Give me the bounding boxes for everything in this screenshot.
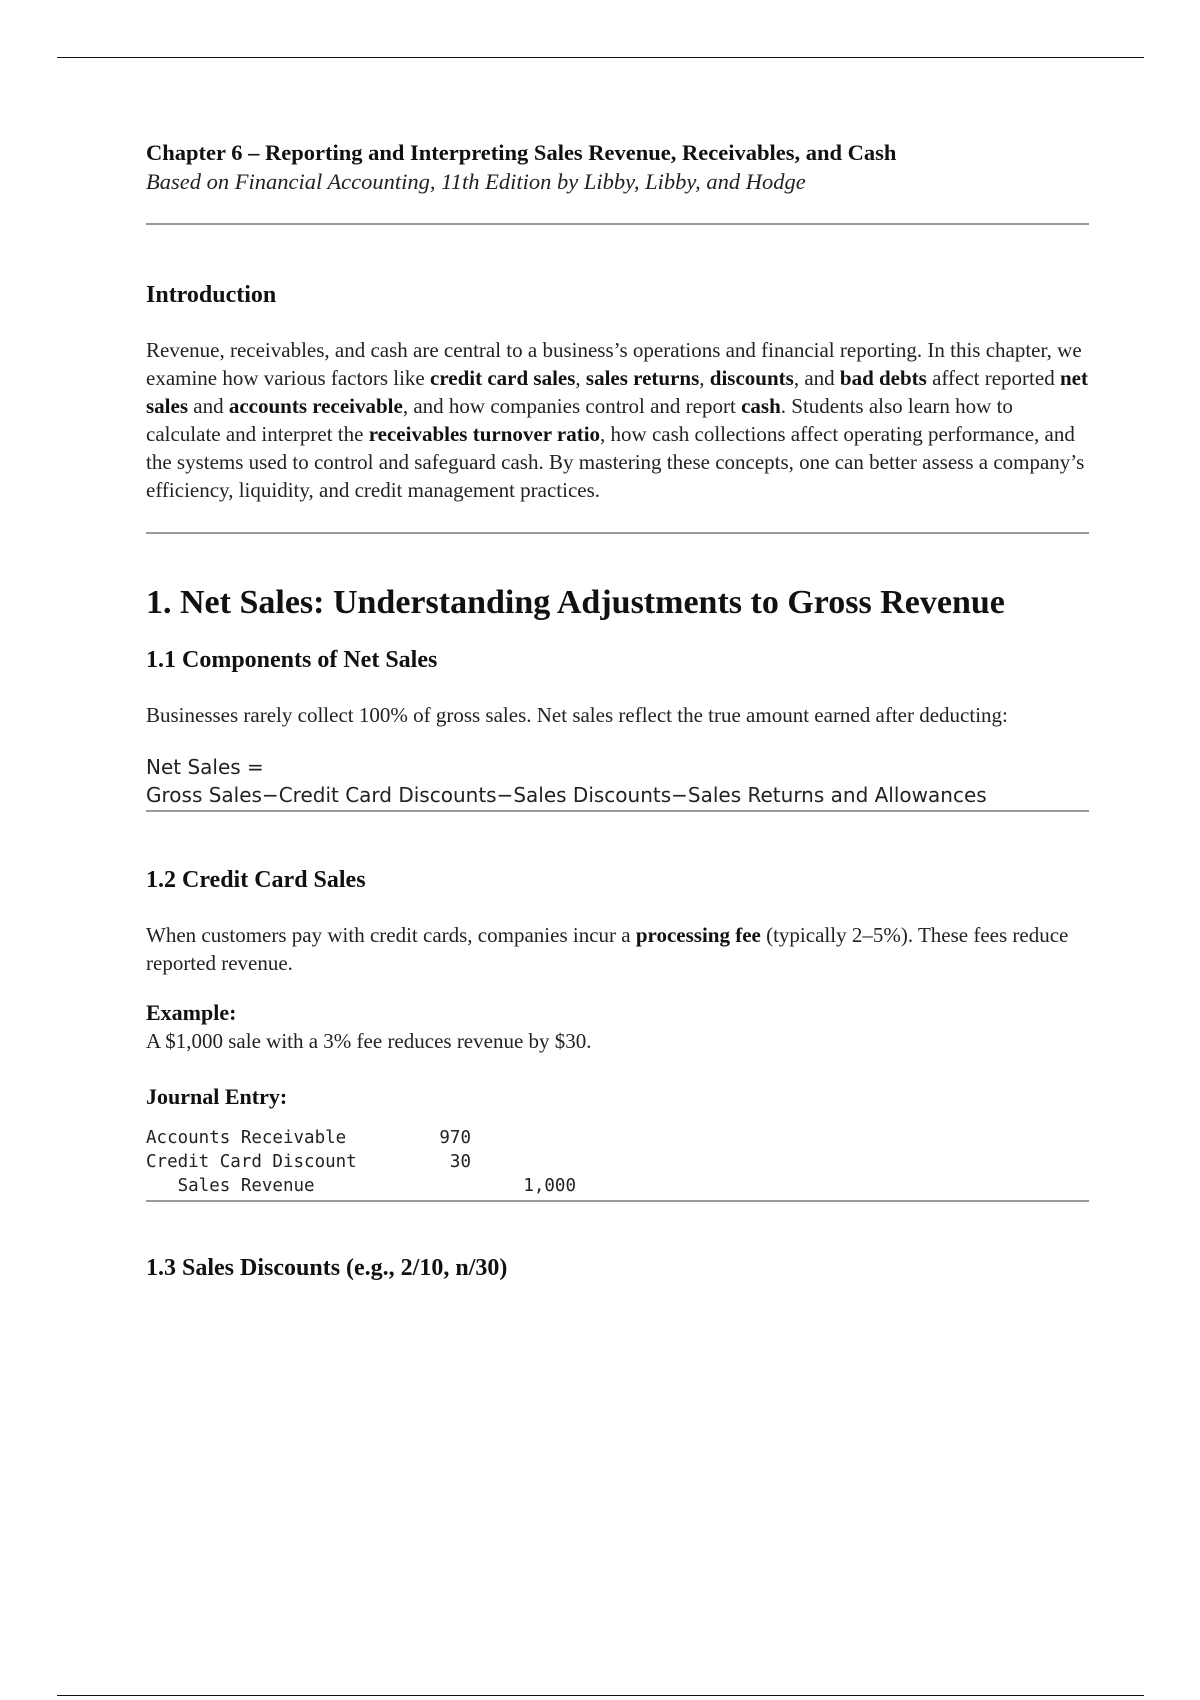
- example-label: Example:: [146, 1000, 237, 1025]
- bold-term: processing fee: [635, 923, 761, 947]
- bold-term: bad debts: [839, 366, 927, 390]
- divider: [146, 810, 1089, 812]
- example-text: A $1,000 sale with a 3% fee reduces revenue by $30.: [146, 1029, 592, 1053]
- text-run: affect reported: [926, 366, 1060, 390]
- journal-credit: 1,000: [523, 1176, 576, 1196]
- bold-term: credit card sales: [430, 366, 576, 390]
- section-1-2-paragraph: [146, 921, 1089, 977]
- journal-entry-table: [146, 1126, 1089, 1198]
- journal-entry-label: Journal Entry:: [146, 1084, 288, 1109]
- introduction-paragraph: [146, 336, 1089, 504]
- bold-term: discounts: [709, 366, 794, 390]
- section-1-1-heading: 1.1 Components of Net Sales: [146, 647, 438, 673]
- divider: [146, 532, 1089, 534]
- net-sales-formula: Gross Sales−Credit Card Discounts−Sales Discounts−Sales Returns and Allowances: [146, 783, 987, 807]
- text-run: , and how companies control and report: [402, 394, 742, 418]
- bold-term: accounts receivable: [228, 394, 403, 418]
- bold-term: sales returns: [585, 366, 700, 390]
- journal-debit: 970: [439, 1128, 471, 1148]
- page-top-rule: [57, 57, 1144, 58]
- text-run: and: [188, 394, 229, 418]
- document-title: Chapter 6 – Reporting and Interpreting Sales Revenue, Receivables, and Cash: [146, 140, 897, 165]
- text-run: ,: [575, 366, 586, 390]
- document-content: [146, 138, 1089, 1283]
- text-run: Revenue, receivables, and cash are central to a business’s operations and financial reporting. In this chapter, we examine how various factors like: [146, 338, 1082, 390]
- divider: [146, 1200, 1089, 1202]
- net-sales-formula-label: Net Sales =: [146, 755, 264, 779]
- journal-debit: 30: [449, 1152, 471, 1172]
- text-run: , how cash collections affect operating performance, and the systems used to control and safeguard cash. By mastering these concepts, one can better assess a company’s efficiency, liquidity, and credit management practices.: [146, 422, 1085, 502]
- bold-term: cash: [741, 394, 781, 418]
- section-1-heading: 1. Net Sales: Understanding Adjustments to Gross Revenue: [146, 584, 1005, 621]
- bold-term: net sales: [146, 366, 1088, 418]
- section-1-2-heading: 1.2 Credit Card Sales: [146, 867, 366, 893]
- section-1-3-heading: 1.3 Sales Discounts (e.g., 2/10, n/30): [146, 1255, 508, 1281]
- text-run: When customers pay with credit cards, companies incur a: [146, 923, 636, 947]
- text-run: , and: [793, 366, 840, 390]
- text-run: . Students also learn how to calculate and interpret the: [146, 394, 1013, 446]
- section-1-1-paragraph: Businesses rarely collect 100% of gross sales. Net sales reflect the true amount earned after deducting:: [146, 703, 1008, 727]
- journal-account: Credit Card Discount: [146, 1152, 357, 1172]
- introduction-heading: Introduction: [146, 282, 277, 308]
- divider: [146, 223, 1089, 225]
- text-run: (typically 2–5%). These fees reduce reported revenue.: [146, 923, 1069, 975]
- journal-account: Sales Revenue: [146, 1176, 315, 1196]
- bold-term: receivables turnover ratio: [368, 422, 601, 446]
- journal-account: Accounts Receivable: [146, 1128, 347, 1148]
- page-bottom-rule: [57, 1695, 1144, 1696]
- document-subtitle: Based on Financial Accounting, 11th Edition by Libby, Libby, and Hodge: [146, 169, 806, 194]
- text-run: ,: [699, 366, 710, 390]
